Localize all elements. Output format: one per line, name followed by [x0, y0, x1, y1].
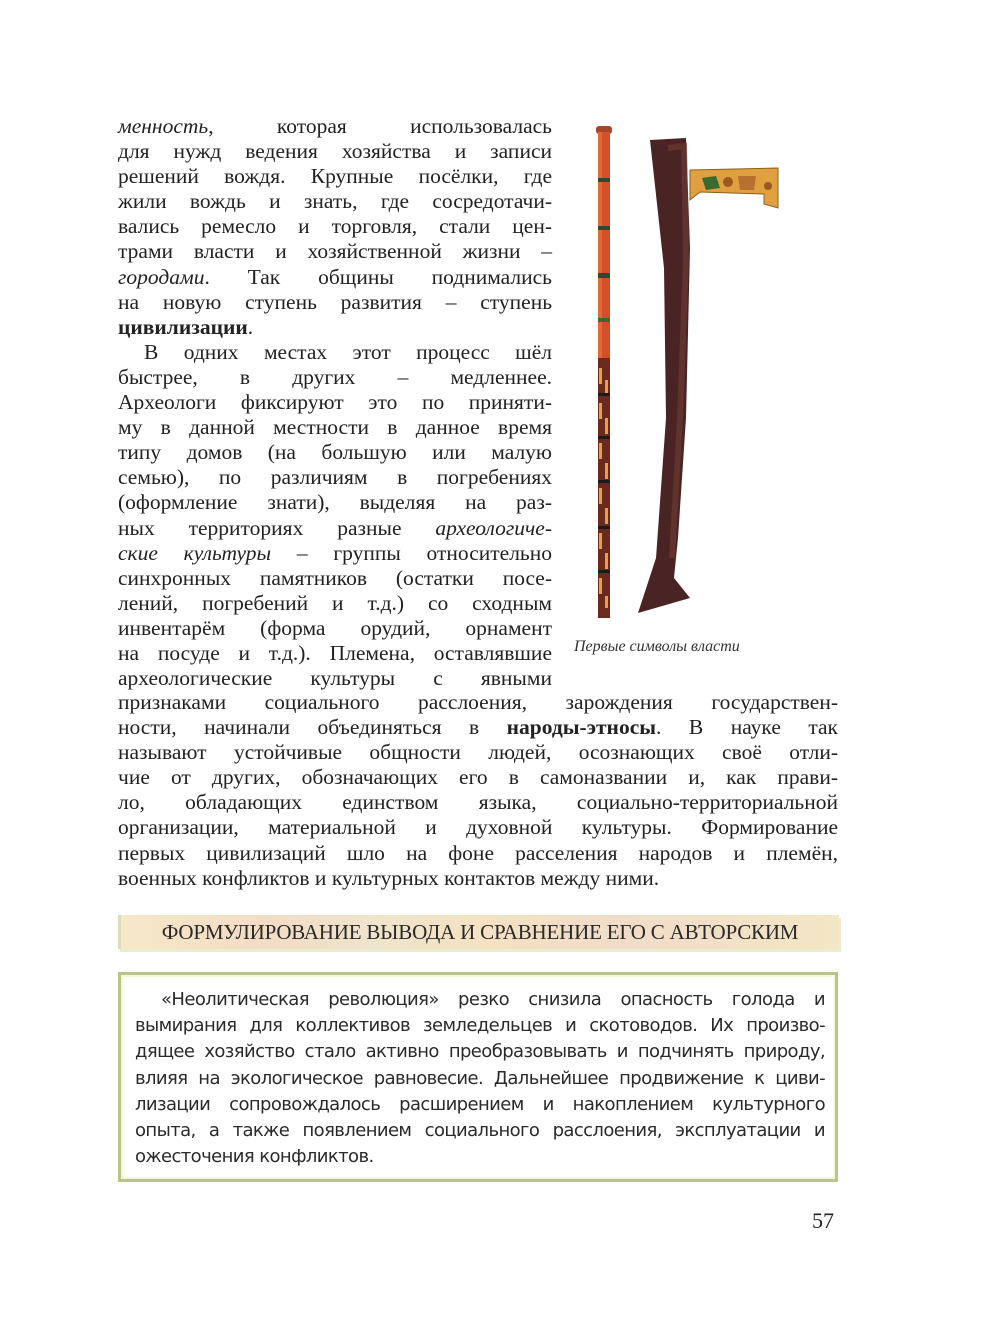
column-text — [118, 114, 552, 691]
decorated-staff-icon — [596, 126, 612, 618]
figure-caption: Первые символы власти — [574, 638, 740, 655]
text-line: лений, погребений и т.д.) со сходным — [118, 590, 552, 615]
text-line: для нужд ведения хозяйства и записи — [118, 139, 552, 164]
text-line: признаками социального расслоения, зарождения государствен- — [118, 690, 838, 714]
text-line: (оформление знати), выделяя на раз- — [118, 490, 552, 515]
conclusion-text — [135, 987, 825, 1170]
text-line: первых цивилизаций шло на фоне расселения народов и племён, — [118, 840, 838, 865]
conclusion-line: лизации сопровождалось расширением и накоплением культурного — [135, 1093, 825, 1115]
conclusion-line: «Неолитическая революция» резко снизила опасность голода и — [161, 989, 825, 1010]
text-line: типу домов (на большую или малую — [118, 440, 552, 465]
ceremonial-axe-icon — [638, 138, 778, 613]
conclusion-box — [118, 972, 838, 1182]
text-line: называют устойчивые общности людей, осознающих своё отли- — [118, 740, 838, 765]
text-line: чие от других, обозначающих его в самоназвании и, как прави- — [118, 765, 838, 790]
text-line: жили вождь и знать, где сосредотачи- — [118, 189, 552, 214]
text-line: Археологи фиксируют это по приняти- — [118, 390, 552, 415]
text-line: му в данной местности в данное время — [118, 415, 552, 440]
page-number: 57 — [812, 1208, 834, 1233]
conclusion-line: влияя на экологическое равновесие. Дальнейшее продвижение к циви- — [135, 1067, 825, 1089]
text-line: ло, обладающих единством языка, социально-территориальной — [118, 790, 838, 815]
section-header — [118, 915, 839, 949]
text-line: городами. Так общины поднимались — [118, 264, 552, 289]
text-line: цивилизации. — [118, 314, 254, 339]
text-line: менность, которая использовалась — [118, 114, 552, 138]
figure-symbols-of-power — [578, 118, 798, 628]
text-line: ские культуры – группы относительно — [118, 540, 552, 565]
conclusion-line: опыта, а также появлением социального расслоения, эксплуатации и — [135, 1120, 825, 1142]
text-line: быстрее, в других – медленнее. — [118, 364, 552, 389]
text-line: инвентарём (форма орудий, орнамент — [118, 615, 552, 640]
section-title: ФОРМУЛИРОВАНИЕ ВЫВОДА И СРАВНЕНИЕ ЕГО С АВТОРСКИМ — [161, 919, 799, 944]
text-line: семью), по различиям в погребениях — [118, 465, 552, 490]
text-line: археологические культуры с явными — [118, 666, 552, 691]
symbols-of-power-image — [578, 118, 798, 628]
full-width-text — [118, 690, 838, 891]
text-line: синхронных памятников (остатки посе- — [118, 565, 552, 590]
text-line: на посуде и т.д.). Племена, оставлявшие — [118, 640, 552, 665]
conclusion-line: дящее хозяйство стало активно преобразовывать и подчинять природу, — [135, 1041, 825, 1063]
text-line: решений вождя. Крупные посёлки, где — [118, 164, 552, 189]
conclusion-line: ожесточения конфликтов. — [135, 1146, 374, 1168]
text-line: ности, начинали объединяться в народы-этносы. В науке так — [118, 715, 838, 740]
conclusion-line: вымирания для коллективов земледельцев и скотоводов. Их произво- — [135, 1015, 825, 1037]
text-line: В одних местах этот процесс шёл — [144, 339, 552, 364]
text-line: трами власти и хозяйственной жизни – — [118, 239, 552, 264]
text-line: вались ремесло и торговля, стали цен- — [118, 214, 552, 239]
text-line: на новую ступень развития – ступень — [118, 289, 552, 314]
text-line: военных конфликтов и культурных контактов между ними. — [118, 865, 660, 890]
text-line: организации, материальной и духовной культуры. Формирование — [118, 815, 838, 840]
text-line: ных территориях разные археологиче- — [118, 515, 552, 540]
